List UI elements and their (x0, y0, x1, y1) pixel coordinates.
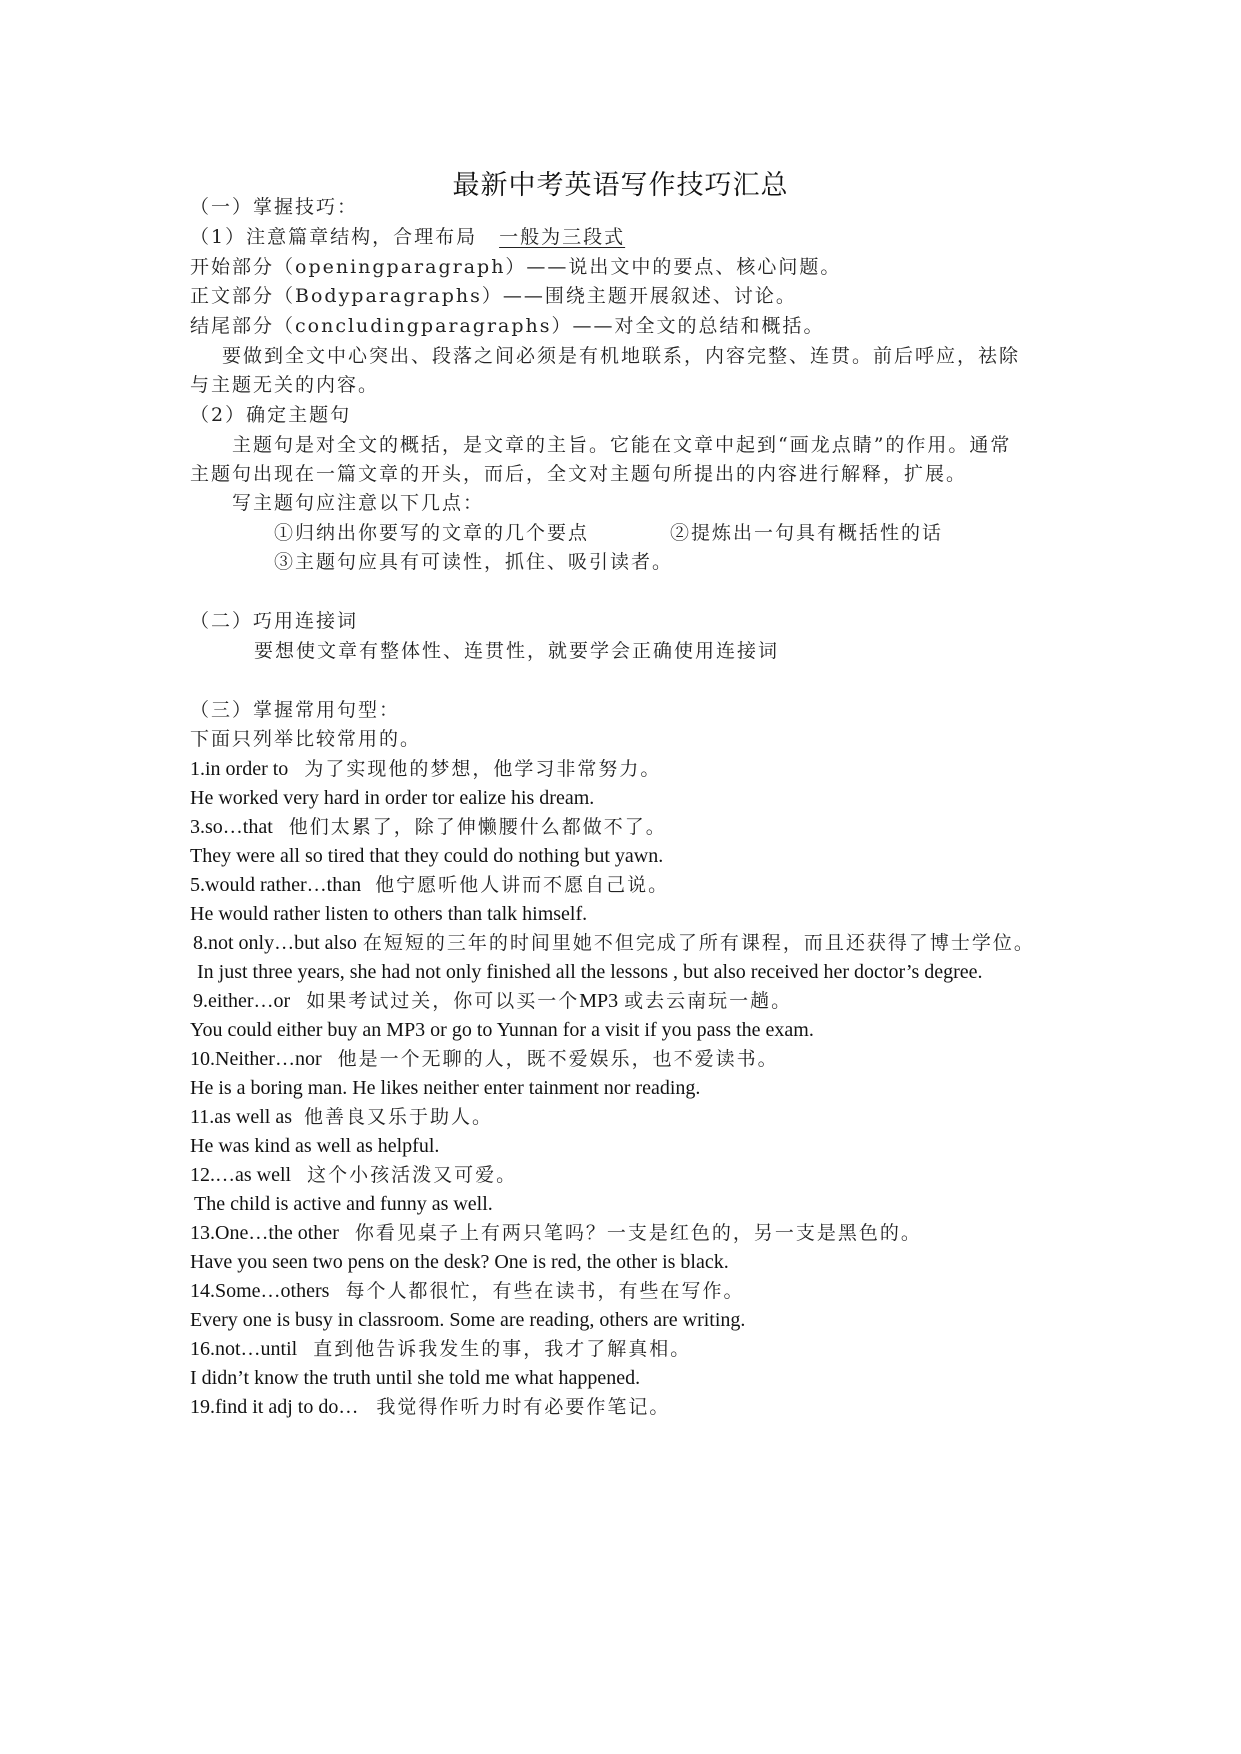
document-title: 最新中考英语写作技巧汇总 (452, 170, 789, 201)
pattern-line (190, 1336, 691, 1362)
pattern-example-en: He was kind as well as helpful. (190, 1135, 440, 1157)
pattern-example-zh: 直到他告诉我发生的事，我才了解真相。 (313, 1338, 692, 1360)
pattern-line (190, 1104, 493, 1130)
pattern-example-zh: 他善良又乐于助人。 (304, 1106, 494, 1128)
pattern-line (190, 1220, 922, 1246)
pattern-example-zh: 这个小孩活泼又可爱。 (307, 1164, 518, 1186)
pattern: 12.…as well (190, 1164, 292, 1186)
pattern-example-zh: 他是一个无聊的人，既不爱娱乐，也不爱读书。 (337, 1048, 779, 1070)
structure-line (190, 224, 625, 250)
section3-intro: 下面只列举比较常用的。 (190, 728, 422, 750)
pattern-line (190, 1046, 779, 1072)
pattern-example-en: They were all so tired that they could do nothing but yawn. (190, 845, 664, 867)
pattern-line (193, 930, 1035, 956)
pattern-example-en: Every one is busy in classroom. Some are reading, others are writing. (190, 1309, 746, 1331)
pattern: 11.as well as (190, 1106, 293, 1128)
body-paragraph-line: 正文部分（Bodyparagraphs）——围绕主题开展叙述、讨论。 (190, 285, 797, 307)
pattern-example-zh: 每个人都很忙，有些在读书，有些在写作。 (345, 1280, 745, 1302)
paragraph-a-line1: 要做到全文中心突出、段落之间必须是有机地联系，内容完整、连贯。前后呼应，祛除 (222, 345, 1021, 367)
pattern-example-zh: 为了实现他的梦想，他学习非常努力。 (304, 758, 662, 780)
pattern: 1.in order to (190, 758, 289, 780)
pattern-example-zh: 我觉得作听力时有必要作笔记。 (376, 1396, 671, 1418)
paragraph-b-line1: 主题句是对全文的概括，是文章的主旨。它能在文章中起到“画龙点睛”的作用。通常 (232, 434, 1012, 456)
pattern-example-en: He worked very hard in order tor ealize his dream. (190, 787, 595, 809)
pattern-example-en: The child is active and funny as well. (194, 1193, 493, 1215)
notes-intro: 写主题句应注意以下几点： (232, 492, 485, 514)
point-3: ③主题句应具有可读性，抓住、吸引读者。 (274, 551, 674, 573)
pattern-example-en: I didn’t know the truth until she told me what happened. (190, 1367, 641, 1389)
point-1: ①归纳出你要写的文章的几个要点 (274, 522, 590, 544)
opening-paragraph-line: 开始部分（openingparagraph）——说出文中的要点、核心问题。 (190, 256, 842, 278)
pattern-line (190, 814, 667, 840)
pattern-example-en: He would rather listen to others than talk himself. (190, 903, 588, 925)
pattern: 19.find it adj to do… (190, 1396, 359, 1418)
pattern-example-en: You could either buy an MP3 or go to Yunnan for a visit if you pass the exam. (190, 1019, 814, 1041)
pattern: 3.so…that (190, 816, 273, 838)
pattern-example-zh: 他们太累了，除了伸懒腰什么都做不了。 (288, 816, 667, 838)
pattern-example-zh-mp3: MP3 (579, 990, 619, 1012)
pattern: 10.Neither…nor (190, 1048, 322, 1070)
pattern-line (193, 988, 792, 1014)
paragraph-b-line2: 主题句出现在一篇文章的开头，而后，全文对主题句所提出的内容进行解释，扩展。 (190, 463, 968, 485)
section2-text: 要想使文章有整体性、连贯性，就要学会正确使用连接词 (254, 640, 780, 662)
pattern: 16.not…until (190, 1338, 298, 1360)
pattern-example-en: He is a boring man. He likes neither enter tainment nor reading. (190, 1077, 701, 1099)
pattern: 5.would rather…than (190, 874, 362, 896)
pattern: 9.either…or (193, 990, 291, 1012)
pattern-example-zh: 他宁愿听他人讲而不愿自己说。 (375, 874, 670, 896)
pattern-example-zh: 你看见桌子上有两只笔吗？一支是红色的，另一支是黑色的。 (354, 1222, 922, 1244)
structure-label: （1）注意篇章结构，合理布局 (190, 226, 478, 248)
pattern-example-en: In just three years, she had not only finished all the lessons , but also received her doctor’s degree. (197, 961, 983, 983)
pattern-line (190, 1394, 670, 1420)
topic-sentence-heading: （2）确定主题句 (190, 404, 352, 426)
pattern: 13.One…the other (190, 1222, 339, 1244)
pattern-line (190, 1278, 744, 1304)
section3-heading: （三）掌握常用句型： (190, 699, 401, 721)
pattern-line (190, 756, 661, 782)
pattern: 14.Some…others (190, 1280, 330, 1302)
pattern: 8.not only…but also (193, 932, 357, 954)
pattern-example-zh-end: 或去云南玩一趟。 (624, 990, 793, 1012)
section2-heading: （二）巧用连接词 (190, 610, 359, 632)
paragraph-a-line2: 与主题无关的内容。 (190, 374, 380, 396)
pattern-example-zh: 如果考试过关，你可以买一个 (306, 990, 580, 1012)
section1-heading: （一）掌握技巧： (190, 196, 359, 218)
pattern-example-zh: 在短短的三年的时间里她不但完成了所有课程，而且还获得了博士学位。 (362, 932, 1035, 954)
concluding-paragraph-line: 结尾部分（concludingparagraphs）——对全文的总结和概括。 (190, 315, 825, 337)
pattern-example-en: Have you seen two pens on the desk? One is red, the other is black. (190, 1251, 729, 1273)
pattern-line (190, 1162, 517, 1188)
structure-underlined: 一般为三段式 (499, 226, 626, 248)
point-2: ②提炼出一句具有概括性的话 (670, 522, 944, 544)
pattern-line (190, 872, 669, 898)
